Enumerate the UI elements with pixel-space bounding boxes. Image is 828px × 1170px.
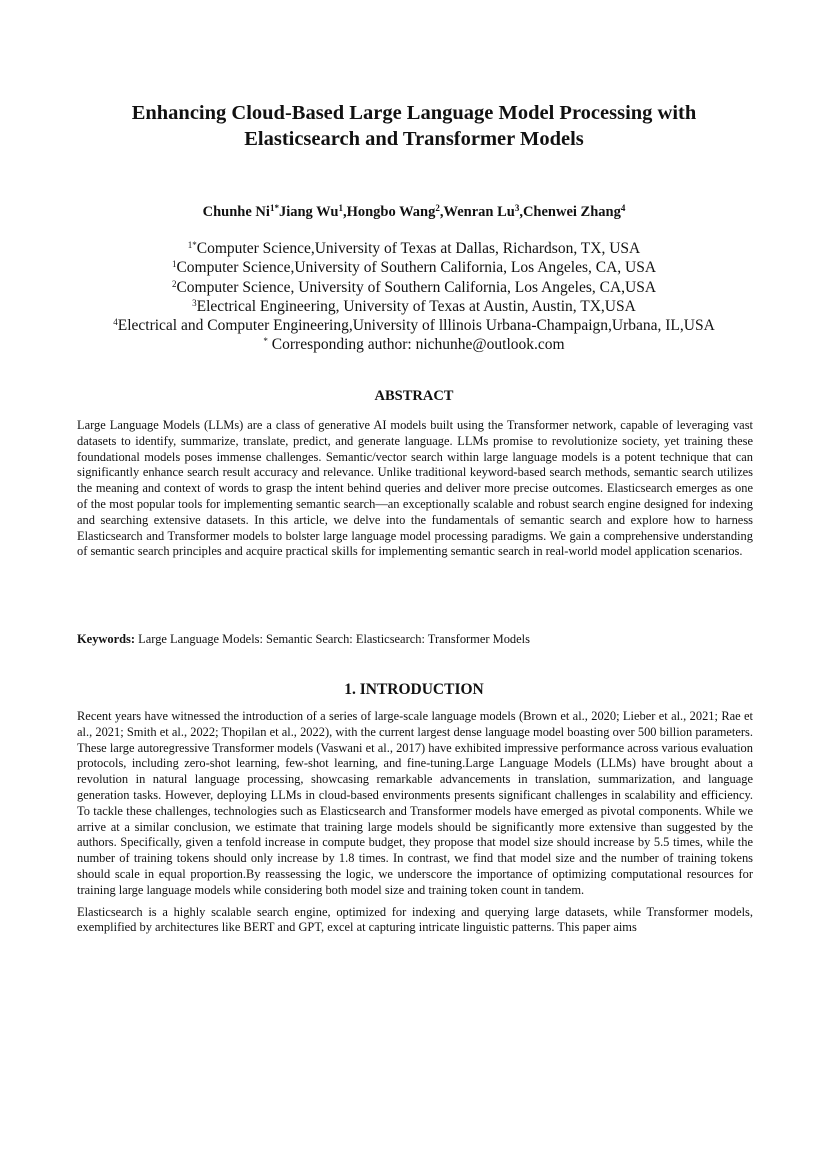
paragraph: Elasticsearch is a highly scalable search engine, optimized for indexing and querying large datasets, while Transformer models, exemplified by architectures like BERT and GPT, excel at capturing intricate linguistic patterns. This paper aims	[77, 904, 753, 935]
author-name: Wenran Lu	[443, 204, 515, 220]
author-list	[0, 204, 828, 221]
affiliation-line: $^4$Electrical and Computer Engineering,University of lllinois Urbana-Champaign,Urbana, IL,USA	[113, 317, 715, 335]
affiliation-line: $^3$Electrical Engineering, University of Texas at Austin, Austin, TX,USA	[192, 297, 636, 315]
author-sup: 2	[435, 203, 440, 213]
keywords-label: Keywords:	[77, 632, 136, 646]
paper-title	[60, 100, 768, 152]
author-sup: 4	[620, 203, 626, 213]
author-sep: ,	[342, 204, 347, 220]
keywords-text: Large Language Models: Semantic Search: Elasticsearch: Transformer Models	[135, 632, 530, 646]
author-sup: 3	[514, 203, 520, 213]
author-name: Chunhe Ni	[202, 204, 270, 220]
author-name: Hongbo Wang	[346, 204, 436, 220]
author-sep: ,	[439, 204, 444, 220]
affiliation-list	[0, 239, 828, 355]
author-sup: 1	[338, 203, 343, 213]
section-heading-introduction: 1. INTRODUCTION	[344, 681, 484, 698]
keywords	[77, 632, 753, 647]
affiliation-line: $^1$Computer Science,University of Southern California, Los Angeles, CA, USA	[171, 259, 657, 277]
title-line-1: Enhancing Cloud-Based Large Language Model Processing with	[131, 102, 697, 124]
title-line-2: Elasticsearch and Transformer Models	[244, 128, 584, 150]
author-name: Jiang Wu	[278, 204, 339, 220]
corresponding-author: * Corresponding author: nichunhe@outlook.com	[263, 336, 565, 354]
abstract-heading: ABSTRACT	[374, 388, 454, 404]
abstract-text: Large Language Models (LLMs) are a class of generative AI models built using the Transformer network, capable of leveraging vast datasets to identify, summarize, translate, predict, and generate language. LLMs promise to revolutionize society, yet training these foundational models poses immense challenges. Semantic/vector search within large language models is a potent technique that can significantly enhance search result accuracy and relevance. Unlike traditional keyword-based search methods, semantic search utilizes the meaning and context of words to grasp the intent behind queries and deliver more precise outcomes. Elasticsearch emerges as one of the most popular tools for implementing semantic search—an exceptionally scalable and robust search engine designed for indexing and searching extensive datasets. In this article, we delve into the fundamentals of semantic search and explore how to harness Elasticsearch and Transformer models to bolster large language model processing paradigms. We gain a comprehensive understanding of semantic search principles and acquire practical skills for implementing semantic search in real-world model application scenarios.	[77, 418, 753, 559]
paragraph: Recent years have witnessed the introduction of a series of large-scale language models (Brown et al., 2020; Lieber et al., 2021; Rae et al., 2021; Smith et al., 2022; Thopilan et al., 2022), with the current largest dense language model boasting over 500 billion parameters. These large autoregressive Transformer models (Vaswani et al., 2017) have exhibited impressive performance across various evaluation protocols, including zero-shot learning, few-shot learning, and fine-tuning.Large Language Models (LLMs) have brought about a revolution in natural language processing, showcasing remarkable advancements in translation, summarization, and language generation tasks. However, deploying LLMs in cloud-based environments presents significant challenges in scalability and efficiency. To tackle these challenges, technologies such as Elasticsearch and Transformer models have emerged as pivotal components. While we arrive at a similar conclusion, we estimate that training large models should be significantly more extensive than suggested by the authors. Specifically, given a tenfold increase in compute budget, they propose that model size should increase by 5.5 times, while the number of training tokens should only increase by 1.8 times. In contrast, we find that model size and the number of training tokens should scale in equal proportion.By reassessing the logic, we underscore the importance of optimizing computational resources for training large language models while considering both model size and training token count in tandem.	[77, 709, 753, 897]
author-sep: ,	[519, 204, 523, 220]
affiliation-line: $^{1*}$Computer Science,University of Texas at Dallas, Richardson, TX, USA	[187, 240, 641, 257]
author-sup: 1*	[269, 203, 279, 213]
introduction-body	[77, 709, 753, 942]
author-name: Chenwei Zhang	[522, 204, 621, 220]
affiliation-line: $^2$Computer Science, University of Southern California, Los Angeles, CA,USA	[171, 278, 657, 296]
